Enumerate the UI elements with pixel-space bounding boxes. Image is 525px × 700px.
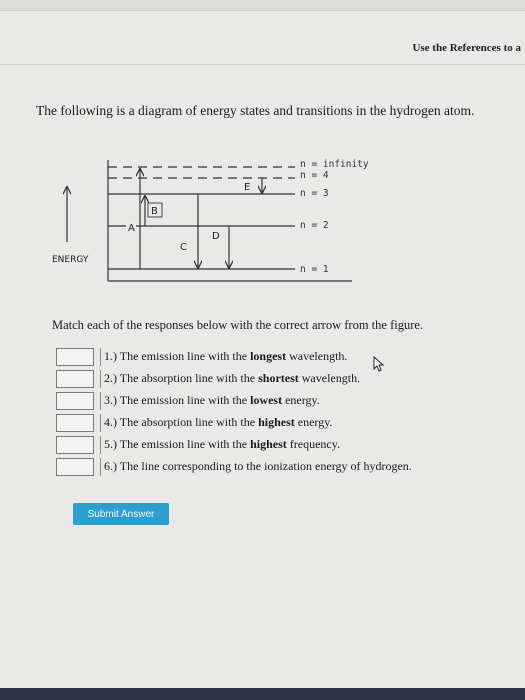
level-n2-label: n = 2 <box>300 220 329 231</box>
response-row <box>56 414 476 436</box>
level-n3-label: n = 3 <box>300 188 329 199</box>
submit-answer-button[interactable]: Submit Answer <box>73 503 169 525</box>
response-row <box>56 370 476 392</box>
intro-text: The following is a diagram of energy states and transitions in the hydrogen atom. <box>36 103 475 118</box>
arrow-b-label: B <box>151 206 158 217</box>
arrow-a-label: A <box>128 223 135 234</box>
arrow-d-label: D <box>212 231 220 242</box>
response-text-6: 6.) The line corresponding to the ionization energy of hydrogen. <box>100 458 412 476</box>
energy-axis-label: ENERGY <box>52 255 89 265</box>
answer-box-6[interactable] <box>56 458 94 476</box>
taskbar <box>0 688 525 700</box>
energy-level-diagram <box>0 0 525 300</box>
response-text-3: 3.) The emission line with the lowest energy. <box>100 392 320 410</box>
level-n4-label: n = 4 <box>300 170 329 181</box>
references-link[interactable]: Use the References to a <box>412 42 521 54</box>
response-text-5: 5.) The emission line with the highest frequency. <box>100 436 340 454</box>
match-list <box>56 348 476 480</box>
arrow-c-label: C <box>180 242 187 253</box>
response-row <box>56 392 476 414</box>
answer-box-1[interactable] <box>56 348 94 366</box>
mouse-cursor-icon <box>373 356 385 372</box>
answer-box-2[interactable] <box>56 370 94 388</box>
response-row <box>56 458 476 480</box>
arrow-e-label: E <box>244 182 251 193</box>
answer-box-3[interactable] <box>56 392 94 410</box>
response-row <box>56 348 476 370</box>
response-text-2: 2.) The absorption line with the shortest wavelength. <box>100 370 360 388</box>
level-n1-label: n = 1 <box>300 264 329 275</box>
response-text-4: 4.) The absorption line with the highest energy. <box>100 414 332 432</box>
response-row <box>56 436 476 458</box>
answer-box-4[interactable] <box>56 414 94 432</box>
match-instructions: Match each of the responses below with the correct arrow from the figure. <box>52 318 424 332</box>
response-text-1: 1.) The emission line with the longest wavelength. <box>100 348 347 366</box>
level-infinity-label: n = infinity <box>300 159 369 170</box>
answer-box-5[interactable] <box>56 436 94 454</box>
